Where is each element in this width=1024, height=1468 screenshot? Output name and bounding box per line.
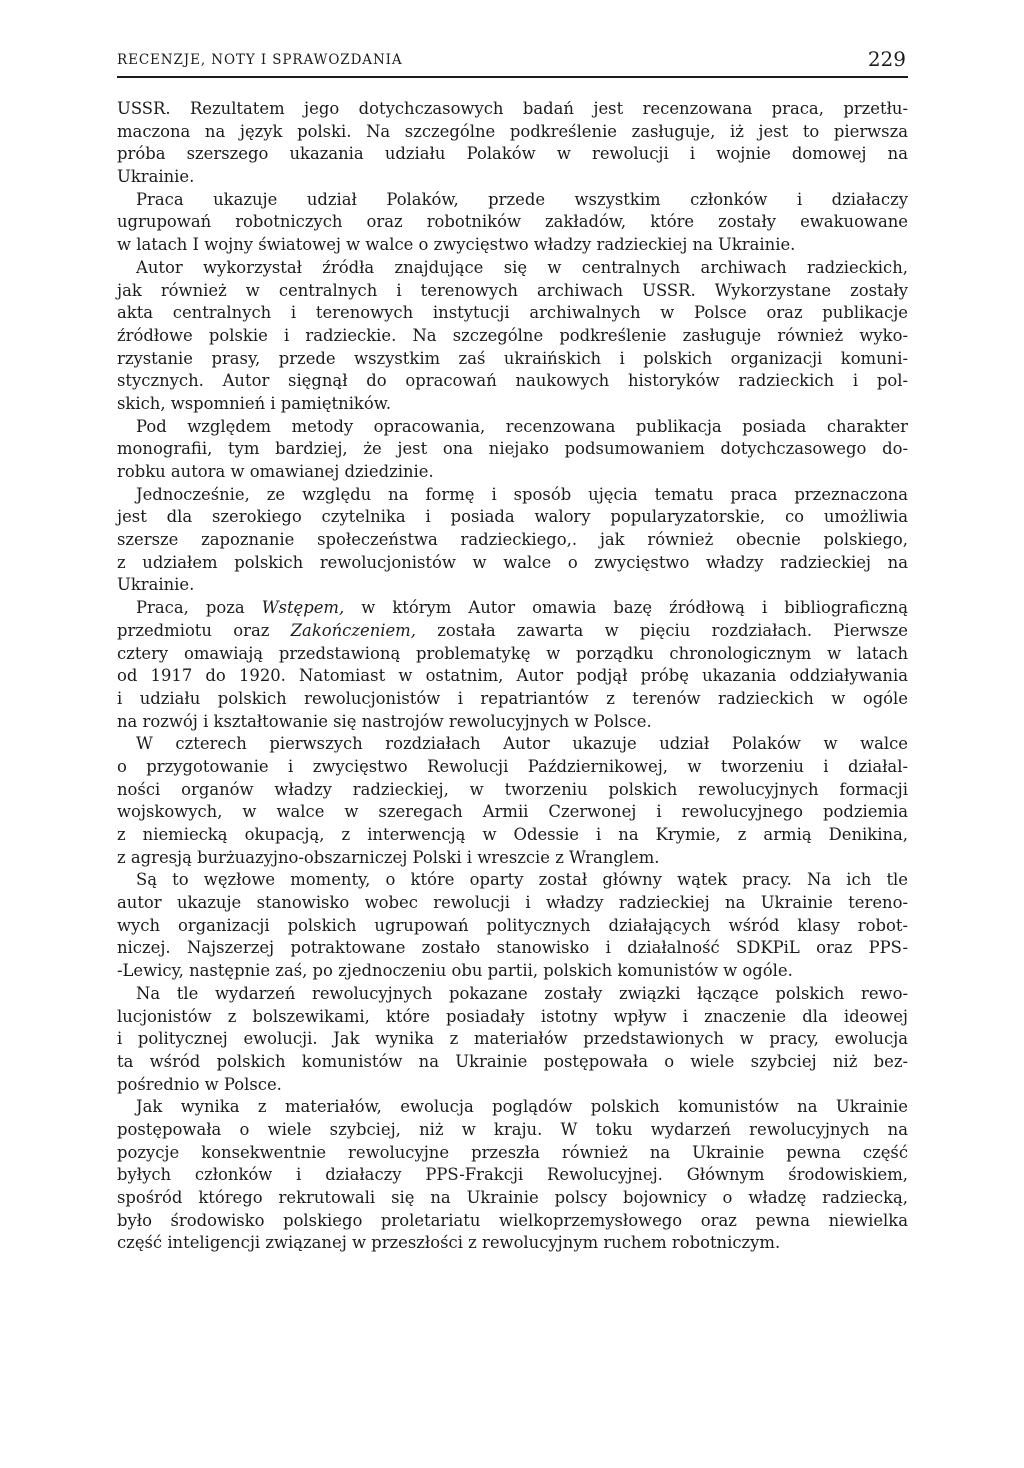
text-line: wojskowych, w walce w szeregach Armii Czerwonej i rewolucyjnego podziemia xyxy=(117,802,908,822)
text-line: cztery omawiają przedstawioną problematykę w porządku chronologicznym w latach xyxy=(117,643,908,663)
text-line: ności organów władzy radzieckiej, w tworzeniu polskich rewolucyjnych formacji xyxy=(117,779,908,799)
text-line: byłych członków i działaczy PPS-Frakcji Rewolucyjnej. Głównym środowiskiem, xyxy=(117,1165,908,1185)
paragraph xyxy=(117,597,908,733)
text-line: stycznych. Autor sięgnął do opracowań naukowych historyków radzieckich i pol- xyxy=(117,371,908,391)
text-run: Praca, poza xyxy=(136,598,262,618)
italic-title: Wstępem, xyxy=(261,598,345,618)
text-line: Jak wynika z materiałów, ewolucja poglądów polskich komunistów na Ukrainie xyxy=(136,1097,908,1117)
text-line: z agresją burżuazyjno-obszarniczej Polski i wreszcie z Wranglem. xyxy=(117,847,660,867)
text-line: Ukrainie. xyxy=(117,167,195,187)
text-line: Praca ukazuje udział Polaków, przede wszystkim członków i działaczy xyxy=(136,189,908,209)
article-body xyxy=(117,98,908,1255)
text-run: została zawarta w pięciu rozdziałach. Pierwsze xyxy=(415,620,909,640)
text-line: o przygotowanie i zwycięstwo Rewolucji Październikowej, w tworzeniu i działal- xyxy=(117,756,908,776)
paragraph xyxy=(117,416,908,484)
text-line: robku autora w omawianej dziedzinie. xyxy=(117,462,434,481)
text-line: ugrupowań robotniczych oraz robotników zakładów, które zostały ewakuowane xyxy=(117,212,908,232)
running-header xyxy=(117,44,908,78)
paragraph xyxy=(117,733,908,869)
text-line: postępowała o wiele szybciej, niż w kraju. W toku wydarzeń rewolucyjnych na xyxy=(117,1119,908,1139)
paragraph xyxy=(117,98,908,189)
paragraph xyxy=(117,484,908,597)
text-line: w latach I wojny światowej w walce o zwycięstwo władzy radzieckiej na Ukrainie. xyxy=(117,235,796,255)
text-line: ta wśród polskich komunistów na Ukrainie postępowała o wiele szybciej niż bez- xyxy=(117,1051,908,1071)
text-line: Na tle wydarzeń rewolucyjnych pokazane zostały związki łączące polskich rewo- xyxy=(136,983,908,1003)
text-run: w którym Autor omawia bazę źródłową i bibliograficzną xyxy=(344,598,908,618)
text-line: pozycje konsekwentnie rewolucyjne przeszła również na Ukrainie pewna część xyxy=(117,1142,908,1162)
text-line: monografii, tym bardziej, że jest ona niejako podsumowaniem dotychczasowego do- xyxy=(117,439,908,459)
text-line xyxy=(117,597,908,620)
text-line: Ukrainie. xyxy=(117,575,195,595)
text-line: źródłowe polskie i radzieckie. Na szczególne podkreślenie zasługuje również wyko- xyxy=(117,325,908,345)
italic-title: Zakończeniem, xyxy=(290,620,416,640)
paragraph xyxy=(117,257,908,416)
page-number: 229 xyxy=(867,47,906,71)
text-line: spośród którego rekrutowali się na Ukrainie polscy bojownicy o władzę radziecką, xyxy=(117,1188,908,1207)
text-line: wych organizacji polskich ugrupowań politycznych działających wśród klasy robot- xyxy=(117,915,908,935)
text-line: USSR. Rezultatem jego dotychczasowych badań jest recenzowana praca, przetłu- xyxy=(117,99,908,118)
text-line: od 1917 do 1920. Natomiast w ostatnim, Autor podjął próbę ukazania oddziaływania xyxy=(117,666,908,686)
text-line: Pod względem metody opracowania, recenzowana publikacja posiada charakter xyxy=(136,416,908,436)
text-line: próba szerszego ukazania udziału Polaków w rewolucji i wojnie domowej na xyxy=(117,144,908,164)
text-line: i politycznej ewolucji. Jak wynika z materiałów przedstawionych w pracy, ewolucja xyxy=(117,1029,908,1049)
paragraph xyxy=(117,1096,908,1255)
text-run: przedmiotu oraz xyxy=(117,620,291,640)
text-line: było środowisko polskiego proletariatu wielkoprzemysłowego oraz pewna niewielka xyxy=(117,1210,908,1230)
running-title: RECENZJE, NOTY I SPRAWOZDANIA xyxy=(117,52,403,68)
text-line: jak również w centralnych i terenowych archiwach USSR. Wykorzystane zostały xyxy=(117,280,908,300)
text-line: akta centralnych i terenowych instytucji archiwalnych w Polsce oraz publikacje xyxy=(117,303,908,323)
paragraph xyxy=(117,983,908,1096)
text-line: jest dla szerokiego czytelnika i posiada walory popularyzatorskie, co umożliwia xyxy=(117,507,908,527)
text-line: rzystanie prasy, przede wszystkim zaś ukraińskich i polskich organizacji komuni- xyxy=(117,348,908,368)
text-line: pośrednio w Polsce. xyxy=(117,1074,282,1094)
text-line: lucjonistów z bolszewikami, które posiadały istotny wpływ i znaczenie dla ideowej xyxy=(117,1006,908,1026)
text-line: szersze zapoznanie społeczeństwa radzieckiego,. jak również obecnie polskiego, xyxy=(117,530,908,550)
paragraph xyxy=(117,869,908,982)
text-line: z udziałem polskich rewolucjonistów w walce o zwycięstwo władzy radzieckiej na xyxy=(117,552,908,572)
text-line: z niemiecką okupacją, z interwencją w Odessie i na Krymie, z armią Denikina, xyxy=(117,825,908,844)
text-line: i udziału polskich rewolucjonistów i repatriantów z terenów radzieckich w ogóle xyxy=(117,688,908,708)
text-line: Autor wykorzystał źródła znajdujące się w centralnych archiwach radzieckich, xyxy=(136,257,908,277)
text-line xyxy=(117,620,908,643)
text-line: maczona na język polski. Na szczególne podkreślenie zasługuje, iż jest to pierwsza xyxy=(117,121,908,141)
text-line: W czterech pierwszych rozdziałach Autor ukazuje udział Polaków w walce xyxy=(136,734,908,754)
text-line: autor ukazuje stanowisko wobec rewolucji i władzy radzieckiej na Ukrainie tereno- xyxy=(117,893,908,913)
text-line: -Lewicy, następnie zaś, po zjednoczeniu obu partii, polskich komunistów w ogóle. xyxy=(117,961,793,981)
text-line: część inteligencji związanej w przeszłości z rewolucyjnym ruchem robotniczym. xyxy=(117,1233,781,1253)
text-line: na rozwój i kształtowanie się nastrojów rewolucyjnych w Polsce. xyxy=(117,711,652,731)
text-line: niczej. Najszerzej potraktowane zostało stanowisko i działalność SDKPiL oraz PPS- xyxy=(117,938,908,958)
text-line: Są to węzłowe momenty, o które oparty został główny wątek pracy. Na ich tle xyxy=(136,870,908,890)
text-line: Jednocześnie, ze względu na formę i sposób ujęcia tematu praca przeznaczona xyxy=(136,484,908,504)
text-line: skich, wspomnień i pamiętników. xyxy=(117,393,392,413)
paragraph xyxy=(117,189,908,257)
